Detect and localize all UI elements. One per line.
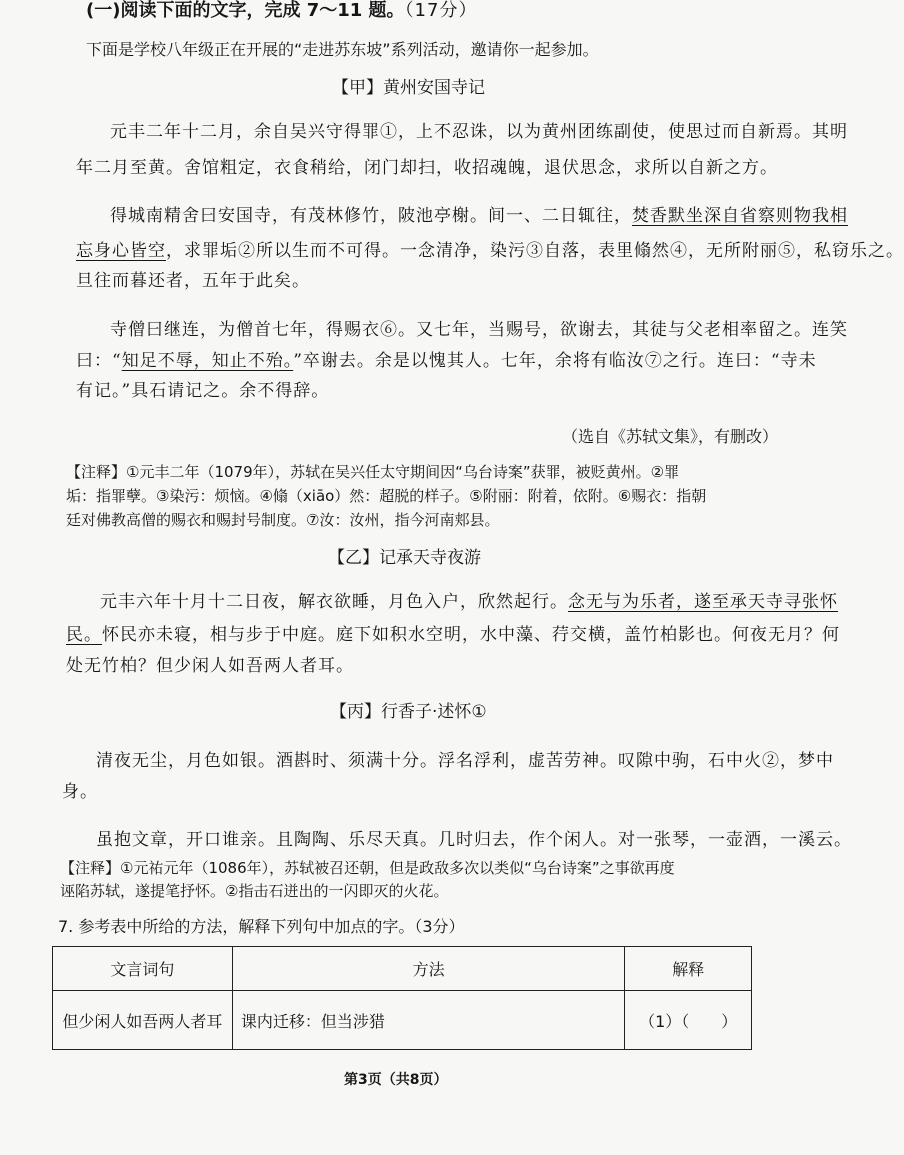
yi-line2 xyxy=(66,620,840,645)
jia-p2-line2 xyxy=(76,236,904,261)
table-header-method: 方法 xyxy=(232,947,625,991)
bing-line3: 虽抱文章，开口谁亲。且陶陶、乐尽天真。几时归去，作个闲人。对一张琴，一壶酒，一溪云。 xyxy=(96,830,852,850)
yi-underlined-sentence-part2: 民。 xyxy=(66,625,102,645)
jia-p2-line3: 旦往而暮还者，五年于此矣。 xyxy=(76,271,310,291)
jia-note-line2: 垢：指罪孽。③染污：烦恼。④翛（xiāo）然：超脱的样子。⑤附丽：附着，依附。⑥赐衣：指朝 xyxy=(66,487,707,505)
table-cell-phrase: 但少闲人如吾两人者耳 xyxy=(53,991,233,1050)
section-header xyxy=(86,0,477,22)
yi-line1 xyxy=(100,587,838,612)
passage-bing-title: 【丙】行香子·述怀① xyxy=(330,702,487,722)
jia-p1-line2: 年二月至黄。舍馆粗定，衣食稍给，闭门却扫，收招魂魄，退伏思念，求所以自新之方。 xyxy=(76,158,778,178)
bing-note-line1: 【注释】①元祐元年（1086年），苏轼被召还朝，但是政敌多次以类似“乌台诗案”之事欲再度 xyxy=(60,859,675,877)
yi-line3: 处无竹柏？但少闲人如吾两人者耳。 xyxy=(66,656,354,676)
jia-p3-line2-start: 曰：“ xyxy=(76,351,122,371)
jia-p3-line3: 有记。”具石请记之。余不得辞。 xyxy=(76,381,330,401)
page-footer: 第3页（共8页） xyxy=(344,1072,448,1088)
jia-p2-line2-text: ，求罪垢②所以生而不可得。一念清净，染污③自落，表里翛然④，无所附丽⑤，私窃乐之。 xyxy=(166,241,904,261)
question-7-table xyxy=(52,946,752,1050)
jia-p3-line2-end: ”卒谢去。余是以愧其人。七年，余将有临汝⑦之行。连曰：“寺未 xyxy=(293,351,817,371)
question-7-prompt: 7. 参考表中所给的方法，解释下列句中加点的字。（3分） xyxy=(58,917,465,936)
jia-source: （选自《苏轼文集》，有删改） xyxy=(562,427,779,446)
bing-line2: 身。 xyxy=(62,782,98,802)
jia-note-line1: 【注释】①元丰二年（1079年），苏轼在吴兴任太守期间因“乌台诗案”获罪，被贬黄州。②罪 xyxy=(66,463,680,481)
jia-underlined-quote: 知足不辱，知止不殆。 xyxy=(121,351,294,371)
bing-note-line2: 诬陷苏轼，遂提笔抒怀。②指击石迸出的一闪即灭的火花。 xyxy=(60,882,449,900)
jia-p2-line1 xyxy=(110,201,848,226)
jia-p3-line2 xyxy=(76,346,817,371)
section-header-label: (一)阅读下面的文字，完成 7～11 题。 xyxy=(86,0,405,21)
yi-underlined-sentence-part1: 念无与为乐者，遂至承天寺寻张怀 xyxy=(568,592,838,612)
table-row xyxy=(53,991,752,1050)
intro-text: 下面是学校八年级正在开展的“走进苏东坡”系列活动，邀请你一起参加。 xyxy=(86,40,599,59)
yi-line2-text: 怀民亦未寝，相与步于中庭。庭下如积水空明，水中藻、荇交横，盖竹柏影也。何夜无月？何 xyxy=(102,625,840,645)
yi-line1-text: 元丰六年十月十二日夜，解衣欲睡，月色入户，欣然起行。 xyxy=(100,592,568,612)
jia-p1-line1: 元丰二年十二月，余自吴兴守得罪①，上不忍诛，以为黄州团练副使，使思过而自新焉。其明 xyxy=(110,122,848,142)
jia-p3-line1: 寺僧曰继连，为僧首七年，得赐衣⑥。又七年，当赐号，欲谢去，其徒与父老相率留之。连笑 xyxy=(110,320,848,340)
table-header-row xyxy=(53,947,752,991)
jia-note-line3: 廷对佛教高僧的赐衣和赐封号制度。⑦汝：汝州，指今河南郏县。 xyxy=(66,511,500,529)
passage-jia-title: 【甲】黄州安国寺记 xyxy=(332,78,485,98)
jia-underlined-sentence-part1: 焚香默坐深自省察则物我相 xyxy=(632,206,848,226)
section-header-score: （17分） xyxy=(404,0,478,21)
answer-blank[interactable]: （1）（ ） xyxy=(625,991,752,1050)
table-header-explanation: 解释 xyxy=(625,947,752,991)
table-header-phrase: 文言词句 xyxy=(53,947,233,991)
table-cell-method: 课内迁移：但当涉猎 xyxy=(232,991,625,1050)
passage-yi-title: 【乙】记承天寺夜游 xyxy=(328,548,481,568)
jia-p2-line1-text: 得城南精舍曰安国寺，有茂林修竹，陂池亭榭。间一、二日辄往， xyxy=(110,206,632,226)
bing-line1: 清夜无尘，月色如银。酒斟时、须满十分。浮名浮利，虚苦劳神。叹隙中驹，石中火②，梦中 xyxy=(96,751,834,771)
jia-underlined-sentence-part2: 忘身心皆空 xyxy=(76,241,166,261)
